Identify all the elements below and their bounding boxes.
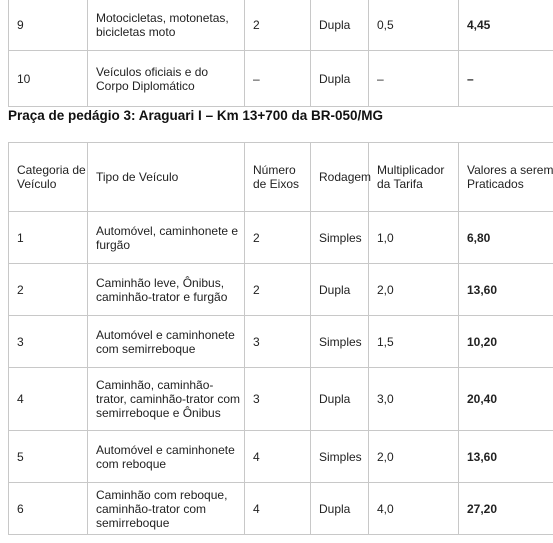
wheel-cell: Simples [311, 316, 369, 368]
table-row [9, 0, 553, 51]
table-row [9, 264, 553, 316]
table-row [9, 368, 553, 431]
axles-cell: 4 [245, 431, 311, 483]
table-row [9, 483, 553, 535]
axles-cell: 2 [245, 212, 311, 264]
header-axles: Número de Eixos [245, 143, 311, 212]
table-header-row [9, 143, 553, 212]
wheel-cell: Dupla [311, 51, 369, 107]
table-row [9, 212, 553, 264]
axles-cell: 2 [245, 0, 311, 51]
axles-cell: 3 [245, 368, 311, 431]
multiplier-cell: 1,0 [369, 212, 459, 264]
table-row [9, 431, 553, 483]
multiplier-cell: 3,0 [369, 368, 459, 431]
category-cell: 5 [9, 431, 88, 483]
vehicle-type-cell: Caminhão com reboque, caminhão-trator com semirreboque [88, 483, 245, 535]
value-cell: 6,80 [459, 212, 553, 264]
axles-cell: 3 [245, 316, 311, 368]
multiplier-cell: – [369, 51, 459, 107]
multiplier-cell: 1,5 [369, 316, 459, 368]
value-cell: – [459, 51, 553, 107]
category-cell: 2 [9, 264, 88, 316]
category-cell: 6 [9, 483, 88, 535]
wheel-cell: Simples [311, 431, 369, 483]
value-cell: 13,60 [459, 431, 553, 483]
value-cell: 4,45 [459, 0, 553, 51]
category-cell: 3 [9, 316, 88, 368]
wheel-cell: Dupla [311, 483, 369, 535]
toll-table-araguari [8, 142, 553, 535]
table-row [9, 316, 553, 368]
category-cell: 9 [9, 0, 88, 51]
value-cell: 27,20 [459, 483, 553, 535]
value-cell: 20,40 [459, 368, 553, 431]
wheel-cell: Dupla [311, 368, 369, 431]
multiplier-cell: 4,0 [369, 483, 459, 535]
wheel-cell: Simples [311, 212, 369, 264]
value-cell: 13,60 [459, 264, 553, 316]
vehicle-type-cell: Automóvel, caminhonete e furgão [88, 212, 245, 264]
table-row [9, 51, 553, 107]
header-category: Categoria de Veículo [9, 143, 88, 212]
multiplier-cell: 0,5 [369, 0, 459, 51]
axles-cell: 4 [245, 483, 311, 535]
value-cell: 10,20 [459, 316, 553, 368]
vehicle-type-cell: Caminhão leve, Ônibus, caminhão-trator e furgão [88, 264, 245, 316]
vehicle-type-cell: Automóvel e caminhonete com semirreboque [88, 316, 245, 368]
vehicle-type-cell: Veículos oficiais e do Corpo Diplomático [88, 51, 245, 107]
wheel-cell: Dupla [311, 264, 369, 316]
axles-cell: – [245, 51, 311, 107]
category-cell: 4 [9, 368, 88, 431]
multiplier-cell: 2,0 [369, 431, 459, 483]
multiplier-cell: 2,0 [369, 264, 459, 316]
section-title: Praça de pedágio 3: Araguari I – Km 13+700 da BR-050/MG [8, 108, 384, 123]
axles-cell: 2 [245, 264, 311, 316]
toll-table-previous [8, 0, 553, 107]
vehicle-type-cell: Automóvel e caminhonete com reboque [88, 431, 245, 483]
header-vehicle-type: Tipo de Veículo [88, 143, 245, 212]
vehicle-type-cell: Caminhão, caminhão-trator, caminhão-trator com semirreboque e Ônibus [88, 368, 245, 431]
category-cell: 1 [9, 212, 88, 264]
header-value: Valores a serem Praticados [459, 143, 553, 212]
header-wheel: Rodagem [311, 143, 369, 212]
wheel-cell: Dupla [311, 0, 369, 51]
header-multiplier: Multiplicador da Tarifa [369, 143, 459, 212]
category-cell: 10 [9, 51, 88, 107]
vehicle-type-cell: Motocicletas, motonetas, bicicletas moto [88, 0, 245, 51]
